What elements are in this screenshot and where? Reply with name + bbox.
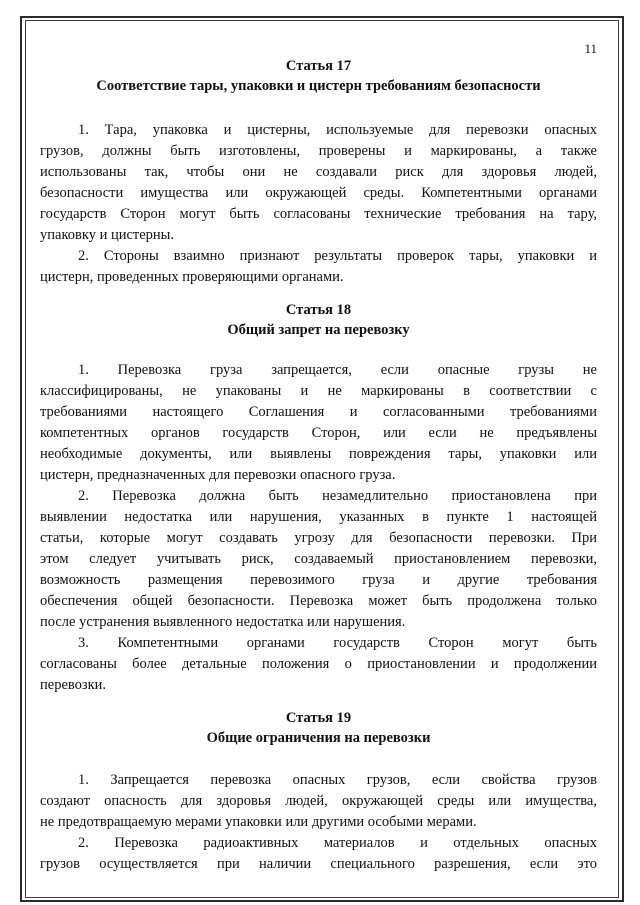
article-18-paragraph-2 xyxy=(40,486,597,633)
text-line: 2. Перевозка радиоактивных материалов и отдельных опасных xyxy=(78,835,597,851)
text-line: 1. Запрещается перевозка опасных грузов, если свойства грузов xyxy=(78,772,597,788)
text-line: использованы так, чтобы они не создавали риск для здоровья людей, xyxy=(40,164,597,180)
text-line: упаковку и цистерны. xyxy=(40,227,175,243)
article-17-paragraph-2 xyxy=(40,246,597,288)
text-line: цистерн, предназначенных для перевозки опасного груза. xyxy=(40,467,396,483)
article-19-paragraph-1 xyxy=(40,770,597,833)
text-line: грузов, должны быть изготовлены, проверены и маркированы, а также xyxy=(40,143,597,159)
text-line: возможность размещения перевозимого груза и другие требования xyxy=(40,572,597,588)
text-line: согласованы более детальные положения о приостановлении и продолжении xyxy=(40,656,597,672)
text-line: 2. Стороны взаимно признают результаты проверок тары, упаковки и xyxy=(78,248,597,264)
text-line: статьи, которые могут создавать угрозу для безопасности перевозки. При xyxy=(40,530,597,546)
text-line: 3. Компетентными органами государств Сторон могут быть xyxy=(78,635,597,651)
text-line: безопасности имущества или окружающей среды. Компетентными органами xyxy=(40,185,597,201)
text-line: грузов осуществляется при наличии специального разрешения, если это xyxy=(40,856,597,872)
article-18-paragraph-1 xyxy=(40,360,597,486)
article-18-number: Статья 18 xyxy=(285,302,352,318)
article-19-paragraph-2 xyxy=(40,833,597,875)
text-line: 2. Перевозка должна быть незамедлительно приостановлена при xyxy=(78,488,597,504)
text-line: этом следует учитывать риск, создаваемый приостановлением перевозки, xyxy=(40,551,597,567)
page-number: 11 xyxy=(584,41,597,56)
text-line: государств Сторон могут быть согласованы технические требования на тару, xyxy=(40,206,597,222)
article-19-number: Статья 19 xyxy=(285,710,352,726)
article-17-number: Статья 17 xyxy=(285,58,352,74)
article-18-paragraph-3 xyxy=(40,633,597,696)
article-18-title: Общий запрет на перевозку xyxy=(227,322,410,338)
text-line: необходимые документы, или выявлены повреждения тары, упаковки или xyxy=(40,446,597,462)
text-line: 1. Тара, упаковка и цистерны, используемые для перевозки опасных xyxy=(78,122,597,138)
text-line: компетентных органов государств Сторон, или если не предъявлены xyxy=(40,425,597,441)
article-17-paragraph-1 xyxy=(40,120,597,246)
text-line: цистерн, проведенных проверяющими органами. xyxy=(40,269,344,285)
text-line: не предотвращаемую мерами упаковки или другими особыми мерами. xyxy=(40,814,477,830)
text-line: классифицированы, не упакованы и не маркированы в соответствии с xyxy=(40,383,597,399)
text-line: после устранения выявленного недостатка или нарушения. xyxy=(40,614,406,630)
text-line: 1. Перевозка груза запрещается, если опасные грузы не xyxy=(78,362,597,378)
text-line: перевозки. xyxy=(40,677,107,693)
text-line: требованиями настоящего Соглашения и согласованными требованиями xyxy=(40,404,597,420)
text-line: обеспечения общей безопасности. Перевозка может быть продолжена только xyxy=(40,593,597,609)
article-17-title: Соответствие тары, упаковки и цистерн требованиям безопасности xyxy=(96,78,541,94)
text-line: выявлении недостатка или нарушения, указанных в пункте 1 настоящей xyxy=(40,509,597,525)
article-19-title: Общие ограничения на перевозки xyxy=(206,730,431,746)
text-line: создают опасность для здоровья людей, окружающей среды или имущества, xyxy=(40,793,597,809)
